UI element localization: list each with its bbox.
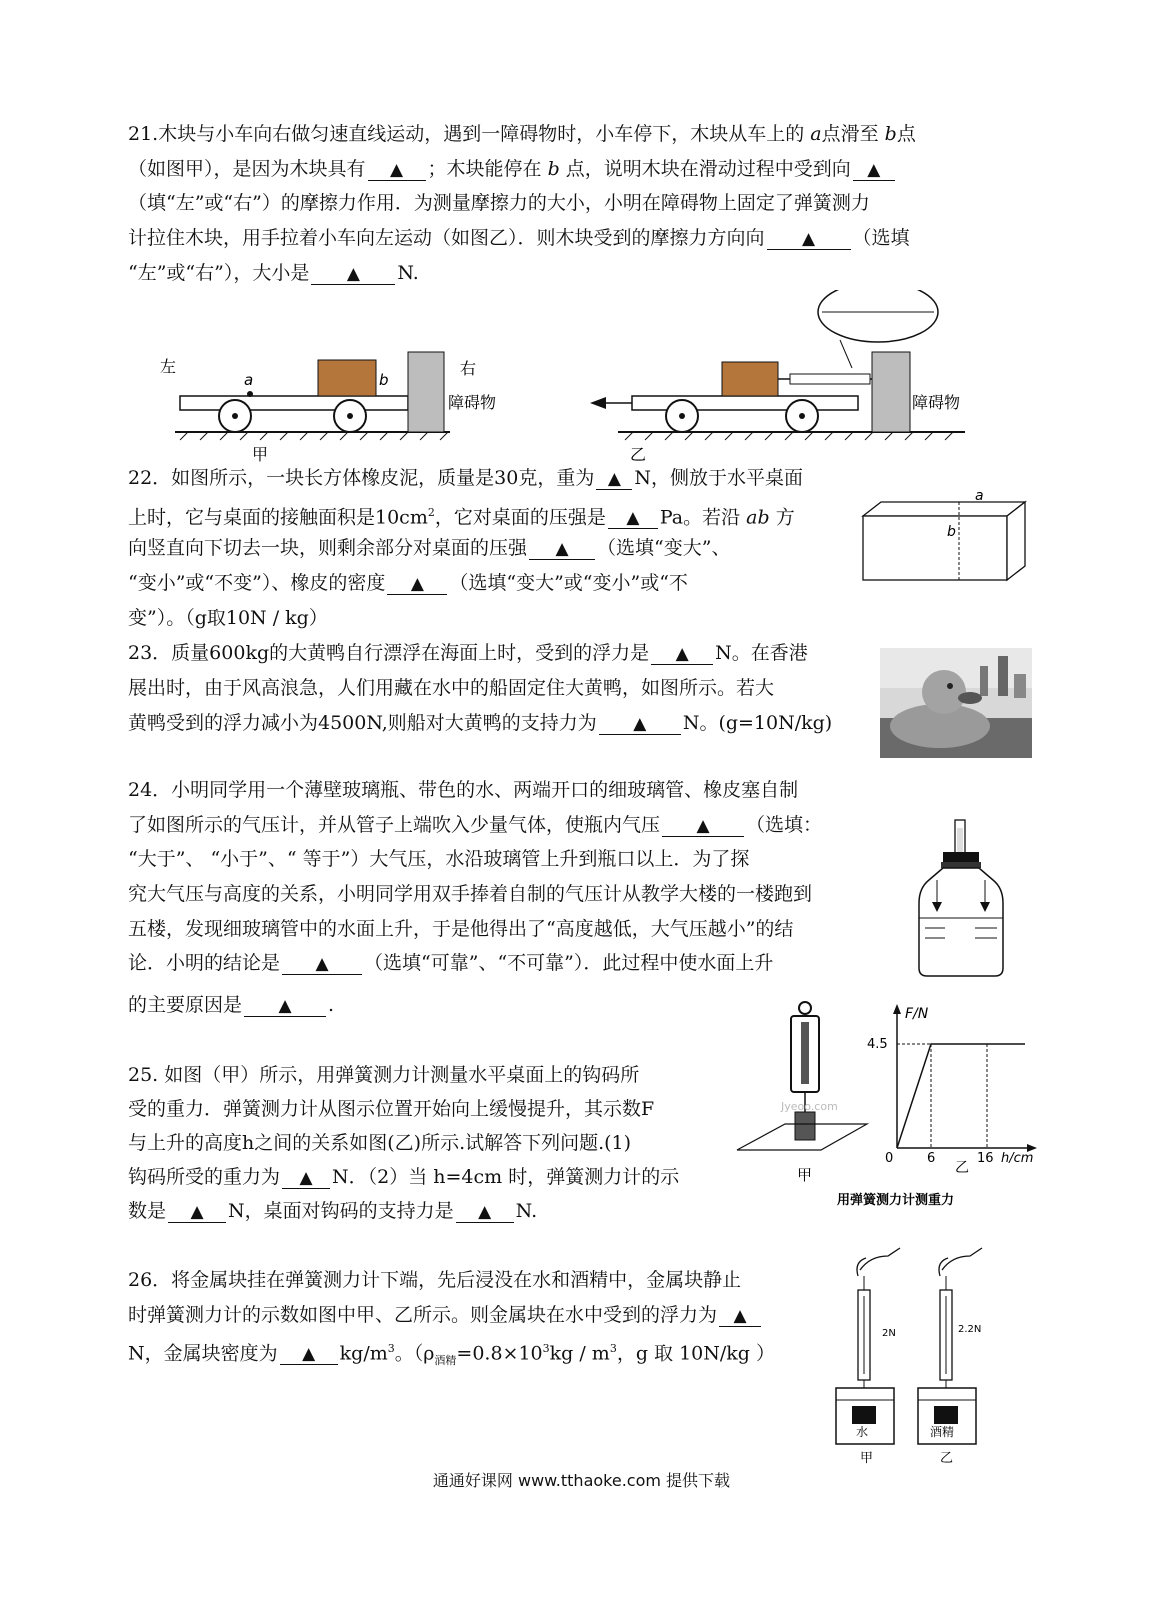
x-tick-0: 0 [885,1151,894,1166]
q23-line2: 展出时，由于风高浪急，人们用藏在水中的船固定住大黄鸭，如图所示。若大 [128,677,775,699]
y-tick-4.5: 4.5 [867,1037,888,1052]
q25-line1: 25. 如图（甲）所示，用弹簧测力计测量水平桌面上的钩码所 [128,1064,640,1086]
watermark: Jyeoo.com [781,1100,838,1113]
figure-caption: 用弹簧测力计测重力 [837,1193,955,1208]
q22-line4: “变小”或“不变”）、橡皮的密度▲ （选填“变大”或“变小”或“不 [128,571,688,595]
x-axis-label: h/cm [1001,1151,1034,1166]
answer-blank[interactable] [456,1201,514,1223]
q24-line7: 的主要原因是▲ . [128,993,334,1017]
answer-blank[interactable] [168,1201,226,1223]
answer-blank[interactable] [387,573,447,595]
label-jia: 甲 [252,445,269,464]
q24-line2: 了如图所示的气压计，并从管子上端吹入少量气体，使瓶内气压▲ （选填： [128,813,822,837]
label-a: a [244,371,254,389]
page-footer: 通通好课网 www.tthaoke.com 提供下载 [432,1471,731,1490]
answer-blank[interactable] [767,228,851,250]
q22-line2: 上时，它与桌面的接触面积是$10cm^2$，它对桌面的压强是▲ Pa。若沿 ab 方 [128,501,795,529]
q24-line5: 五楼，发现细玻璃管中的水面上升，于是他得出了“高度越低，大气压越小”的结 [128,918,794,940]
reading-water: 2N [882,1328,896,1339]
answer-blank[interactable] [529,538,595,560]
label-yi: 乙 [630,445,647,464]
answer-blank[interactable] [244,995,326,1017]
q24-line1: 24．小明同学用一个薄壁玻璃瓶、带色的水、两端开口的细玻璃管、橡皮塞自制 [128,779,799,801]
label-yi: 乙 [955,1160,969,1176]
q25-line5: 数是▲ N，桌面对钩码的支持力是▲ N. [128,1199,537,1223]
q21-line2: （如图甲），是因为木块具有▲ ；木块能停在 b 点，说明木块在滑动过程中受到向▲ [128,157,897,181]
q22-line1: 22．如图所示，一块长方体橡皮泥，质量是30克，重为▲ N，侧放于水平桌面 [128,466,803,490]
label-yi: 乙 [940,1451,954,1466]
answer-blank[interactable] [280,1343,338,1365]
q23-line3: 黄鸭受到的浮力减小为4500N,则船对大黄鸭的支持力为▲ N。(g=10N/kg) [128,711,832,735]
answer-blank[interactable] [282,1167,330,1189]
q26-line2: 时弹簧测力计的示数如图中甲、乙所示。则金属块在水中受到的浮力为▲ [128,1303,763,1327]
x-tick-16: 16 [977,1151,994,1166]
q26-figure [830,1242,1030,1467]
duck-photo [880,648,1032,758]
q26-line3: N，金属块密度为▲ $kg/m^3$。（$\rho_{酒精}=0.8\times 10^3kg / m^3$，g 取 10N/kg ） [128,1337,775,1373]
label-b: b [947,524,956,540]
answer-blank[interactable] [599,713,681,735]
q24-line6: 论．小明的结论是▲ （选填“可靠”、“不可靠”）．此过程中使水面上升 [128,951,773,975]
barometer-figure [915,818,1015,980]
q21-line5: “左”或“右”），大小是▲ N. [128,261,419,285]
answer-blank[interactable] [853,159,895,181]
q25-line3: 与上升的高度h之间的关系如图(乙)所示.试解答下列问题.(1) [128,1132,632,1154]
reading-alcohol: 2.2N [958,1324,982,1335]
answer-blank[interactable] [311,263,395,285]
q26-line1: 26．将金属块挂在弹簧测力计下端，先后浸没在水和酒精中，金属块静止 [128,1269,742,1291]
q25-line2: 受的重力．弹簧测力计从图示位置开始向上缓慢提升，其示数F [128,1098,655,1120]
answer-blank[interactable] [368,159,426,181]
q24-line3: “大于”、 “小于”、“ 等于”）大气压，水沿玻璃管上升到瓶口以上．为了探 [128,848,750,870]
q22-line5: 变”）。（g取10N / kg） [128,607,328,629]
label-a: a [975,488,984,504]
q21-line3: （填“左”或“右”）的摩擦力作用．为测量摩擦力的大小，小明在障碍物上固定了弹簧测力 [128,192,870,214]
q21-figure [150,290,980,470]
label-left: 左 [160,357,177,376]
label-alcohol: 酒精 [930,1425,955,1439]
answer-blank[interactable] [282,953,362,975]
label-jia: 甲 [860,1451,874,1466]
q24-line4: 究大气压与高度的关系，小明同学用双手捧着自制的气压计从教学大楼的一楼跑到 [128,883,813,905]
answer-blank[interactable] [662,815,744,837]
label-jia: 甲 [797,1166,813,1184]
label-b: b [379,371,389,389]
answer-blank[interactable] [608,507,658,529]
label-obstacle: 障碍物 [912,393,961,412]
q22-figure [855,488,1035,588]
q25-figure [735,1000,1045,1215]
q25-line4: 钩码所受的重力为▲ N．（2）当 h=4cm 时，弹簧测力计的示 [128,1165,679,1189]
q21-line4: 计拉住木块，用手拉着小车向左运动（如图乙）．则木块受到的摩擦力方向向▲ （选填 [128,226,910,250]
answer-blank[interactable] [596,468,632,490]
label-water: 水 [856,1425,869,1439]
y-axis-label: F/N [905,1006,929,1022]
q22-line3: 向竖直向下切去一块，则剩余部分对桌面的压强▲ （选填“变大”、 [128,536,730,560]
label-right: 右 [460,359,477,378]
answer-blank[interactable] [651,643,713,665]
answer-blank[interactable] [719,1305,761,1327]
label-obstacle: 障碍物 [448,393,497,412]
q23-line1: 23．质量600kg的大黄鸭自行漂浮在海面上时，受到的浮力是▲ N。在香港 [128,641,808,665]
q21-line1: 21.木块与小车向右做匀速直线运动，遇到一障碍物时，小车停下，木块从车上的 a点滑至 b点 [128,123,916,145]
x-tick-6: 6 [927,1151,936,1166]
